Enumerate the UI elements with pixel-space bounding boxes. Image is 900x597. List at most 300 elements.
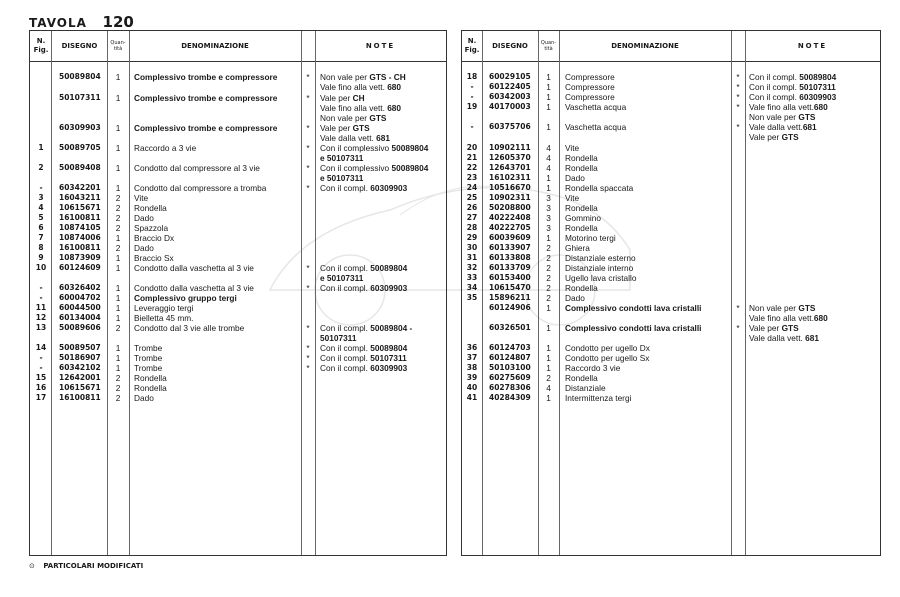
note-text [320, 363, 407, 373]
table-row [30, 283, 446, 293]
part-number: 16102311 [489, 173, 531, 182]
fig-number: - [470, 122, 474, 131]
table-row [30, 253, 446, 263]
table-row [462, 373, 880, 383]
part-number: 50089408 [59, 163, 101, 172]
header-denominazione: DENOMINAZIONE [611, 41, 679, 50]
part-number: 10873909 [59, 253, 101, 262]
asterisk-mark: * [306, 183, 310, 193]
fig-number: - [39, 353, 43, 362]
fig-number: 22 [466, 163, 478, 172]
description: Compressore [565, 82, 615, 92]
fig-number: 15 [35, 373, 47, 382]
note-value: 681 [376, 133, 390, 143]
table-header [30, 31, 446, 62]
table-row [462, 343, 880, 353]
fig-number: 35 [466, 293, 478, 302]
description: Compressore [565, 72, 615, 82]
part-number: 12643701 [489, 163, 531, 172]
description: Distanziale interno [565, 263, 634, 273]
part-number: 60122405 [489, 82, 531, 91]
note-value: CH [352, 93, 365, 103]
part-number: 10615470 [489, 283, 531, 292]
description: Intermittenza tergi [565, 393, 632, 403]
description: Vite [134, 193, 149, 203]
description: Compressore [565, 92, 615, 102]
header-disegno: DISEGNO [61, 41, 98, 50]
note-text [320, 183, 407, 193]
fig-number: 41 [466, 393, 478, 402]
part-number: 16100811 [59, 213, 101, 222]
asterisk-mark: * [306, 283, 310, 293]
description: Braccio Dx [134, 233, 175, 243]
part-number: 60124609 [59, 263, 101, 272]
table-row [30, 163, 446, 183]
description: Condotto dal compressore a tromba [134, 183, 267, 193]
quantity: 2 [115, 203, 121, 213]
table-row [30, 93, 446, 123]
fig-number: 36 [466, 343, 478, 352]
note-text [749, 333, 819, 343]
note-value: 680 [387, 82, 402, 92]
fig-number: 30 [466, 243, 478, 252]
fig-number: 37 [466, 353, 478, 362]
fig-number: 5 [38, 213, 44, 222]
note-text [320, 153, 363, 163]
description: Rondella [134, 383, 167, 393]
quantity: 1 [115, 293, 121, 303]
part-number: 60124807 [489, 353, 531, 362]
quantity: 1 [546, 343, 551, 353]
note-text [320, 353, 407, 363]
fig-number: 16 [35, 383, 47, 392]
note-text [320, 283, 407, 293]
note-label: Vale fino alla vett. [749, 313, 814, 323]
note-text [320, 123, 370, 133]
table-row [462, 233, 880, 243]
quantity: 3 [546, 203, 551, 213]
fig-number: - [39, 183, 43, 192]
note-value: e 50107311 [320, 173, 364, 183]
note-value: 50089804 [370, 263, 408, 273]
fig-number: 34 [466, 283, 478, 292]
note-label: Con il compl. [320, 283, 371, 293]
fig-number: 12 [35, 313, 47, 322]
part-number: 60133709 [489, 263, 531, 272]
table-row [30, 143, 446, 163]
table-row [462, 183, 880, 193]
note-label: Con il compl. [320, 323, 371, 333]
note-text [320, 333, 356, 343]
description: Rondella [565, 283, 598, 293]
part-number: 50107311 [59, 93, 101, 102]
note-text [320, 93, 365, 103]
header-note: NOTE [797, 41, 828, 50]
fig-number: 38 [466, 363, 478, 372]
quantity: 1 [115, 283, 121, 293]
note-value: 60309903 [370, 283, 408, 293]
part-number: 60326402 [59, 283, 101, 292]
part-number: 60278306 [489, 383, 531, 392]
asterisk-mark: * [306, 163, 310, 173]
part-number: 16043211 [59, 193, 101, 202]
part-number: 10516670 [489, 183, 531, 192]
footer-text: PARTICOLARI MODIFICATI [43, 562, 144, 570]
note-label: Vale fino alla vett. [320, 82, 388, 92]
table-row [462, 223, 880, 233]
description: Dado [565, 173, 585, 183]
part-number: 12605370 [489, 153, 531, 162]
part-number: 15896211 [489, 293, 531, 302]
part-number: 60039609 [489, 233, 531, 242]
table-row [462, 293, 880, 303]
asterisk-mark: * [736, 323, 740, 333]
note-label: Con il compl. [749, 92, 800, 102]
part-number: 60124906 [489, 303, 531, 312]
quantity: 2 [115, 213, 121, 223]
description: Leveraggio tergi [134, 303, 194, 313]
fig-number: 10 [35, 263, 47, 272]
fig-number: 17 [35, 393, 47, 402]
header-disegno: DISEGNO [492, 41, 528, 50]
table-row [462, 303, 880, 323]
table-row [30, 223, 446, 233]
description: Dado [134, 243, 154, 253]
table-row [462, 273, 880, 283]
asterisk-mark: * [306, 323, 310, 333]
part-number: 50208800 [489, 203, 531, 212]
table-row [30, 293, 446, 303]
asterisk-mark: * [306, 353, 310, 363]
note-label: Con il compl. [320, 343, 371, 353]
note-text [749, 323, 799, 333]
fig-number: 26 [466, 203, 478, 212]
description: Complessivo trombe e compressore [134, 93, 278, 103]
quantity: 2 [115, 223, 121, 233]
note-value: GTS [369, 113, 387, 123]
note-label: Vale per [749, 323, 782, 333]
part-number: 60326501 [489, 323, 531, 332]
description: Distanziale [565, 383, 606, 393]
quantity: 2 [546, 273, 551, 283]
description: Condotto per ugello Dx [565, 343, 650, 353]
fig-number: 24 [466, 183, 478, 192]
note-value: 50107311 [320, 333, 357, 343]
part-number: 60044500 [59, 303, 101, 312]
note-label: Con il complessivo [320, 163, 392, 173]
asterisk-mark: * [306, 123, 310, 133]
quantity: 1 [115, 313, 121, 323]
part-number: 10902311 [489, 193, 531, 202]
description: Rondella [565, 163, 598, 173]
note-value: 50089804 [799, 72, 837, 82]
part-number: 10874006 [59, 233, 101, 242]
note-value: 50107311 [799, 82, 836, 92]
fig-number: 31 [466, 253, 478, 262]
quantity: 2 [115, 393, 121, 403]
note-value: 50089804 - [370, 323, 413, 333]
description: Condotto dal 3 vie alle trombe [134, 323, 245, 333]
description: Trombe [134, 343, 163, 353]
description: Vaschetta acqua [565, 102, 627, 112]
part-number: 10902111 [489, 143, 531, 152]
part-number: 50089606 [59, 323, 101, 332]
table-row [462, 153, 880, 163]
description: Spazzola [134, 223, 169, 233]
note-text [320, 263, 407, 273]
note-value: GTS [781, 132, 799, 142]
fig-number: 39 [466, 373, 478, 382]
table-row [462, 253, 880, 263]
table-row [462, 92, 880, 102]
quantity: 2 [546, 283, 551, 293]
part-number: 60342102 [59, 363, 101, 372]
quantity: 2 [546, 243, 551, 253]
table-row [30, 263, 446, 283]
note-text [320, 173, 363, 183]
note-label: Vale dalla vett. [320, 133, 377, 143]
quantity: 1 [115, 72, 121, 82]
note-text [320, 72, 406, 82]
note-value: 60309903 [370, 363, 408, 373]
description: Rondella [565, 373, 598, 383]
part-number: 50089804 [59, 72, 101, 81]
note-value: GTS - CH [369, 72, 406, 82]
note-value: 60309903 [799, 92, 837, 102]
quantity: 3 [546, 223, 551, 233]
note-label: Vale fino alla vett. [320, 103, 388, 113]
table-row [30, 383, 446, 393]
asterisk-mark: * [736, 82, 740, 92]
part-number: 60133907 [489, 243, 531, 252]
description: Complessivo trombe e compressore [134, 72, 278, 82]
header-quantita: Quan- tità [110, 40, 126, 52]
description: Raccordo a 3 vie [134, 143, 197, 153]
description: Dado [134, 213, 154, 223]
part-number: 60133808 [489, 253, 531, 262]
asterisk-mark: * [306, 143, 310, 153]
note-value: 50089804 [370, 343, 408, 353]
asterisk-mark: * [306, 93, 310, 103]
quantity: 1 [546, 363, 551, 373]
note-label: Vale dalla vett. [749, 333, 806, 343]
note-value: 680 [813, 313, 828, 323]
quantity: 4 [546, 153, 551, 163]
description: Complessivo gruppo tergi [134, 293, 237, 303]
note-label: Vale per [320, 93, 353, 103]
asterisk-mark: * [306, 263, 310, 273]
note-value: 50089804 [391, 163, 429, 173]
quantity: 1 [546, 173, 551, 183]
part-number: 50089705 [59, 143, 101, 152]
fig-number: 18 [466, 72, 478, 81]
part-number: 60134004 [59, 313, 101, 322]
table-row [462, 122, 880, 142]
description: Bielletta 45 mm. [134, 313, 194, 323]
description: Trombe [134, 363, 163, 373]
quantity: 1 [115, 233, 121, 243]
table-row [30, 323, 446, 343]
quantity: 2 [115, 243, 121, 253]
footer-legend [29, 562, 143, 570]
note-value: 680 [387, 103, 402, 113]
note-text [749, 102, 828, 112]
note-label: Con il complessivo [320, 143, 392, 153]
note-text [320, 273, 363, 283]
description: Ghiera [565, 243, 590, 253]
note-text [749, 313, 828, 323]
table-row [30, 183, 446, 193]
note-text [320, 163, 428, 173]
note-label: Con il compl. [320, 263, 371, 273]
note-label: Con il compl. [320, 183, 371, 193]
note-label: Con il compl. [749, 72, 800, 82]
note-value: 50089804 [391, 143, 429, 153]
description: Condotto dalla vaschetta al 3 vie [134, 263, 254, 273]
table-row [462, 353, 880, 363]
asterisk-mark: * [306, 343, 310, 353]
fig-number: 21 [466, 153, 478, 162]
fig-number: 28 [466, 223, 478, 232]
note-text [320, 323, 412, 333]
table-row [462, 323, 880, 343]
note-text [749, 82, 836, 92]
note-label: Vale fino alla vett. [749, 102, 814, 112]
fig-number: 13 [35, 323, 47, 332]
part-number: 50103100 [489, 363, 531, 372]
note-label: Non vale per [749, 112, 799, 122]
table-row [462, 173, 880, 183]
part-number: 60342003 [489, 92, 531, 101]
quantity: 2 [115, 193, 121, 203]
header-fig: N. Fig. [33, 37, 49, 54]
description: Complessivo condotti lava cristalli [565, 323, 702, 333]
description: Ugello lava cristallo [565, 273, 637, 283]
table-row [30, 243, 446, 253]
table-row [30, 373, 446, 383]
part-number: 60029105 [489, 72, 531, 81]
modified-mark-icon: ⊙ [29, 562, 35, 570]
note-text [320, 143, 428, 153]
part-number: 60275609 [489, 373, 531, 382]
table-row [462, 203, 880, 213]
quantity: 1 [546, 323, 551, 333]
fig-number: 2 [38, 163, 44, 172]
table-row [30, 393, 446, 403]
asterisk-mark: * [306, 363, 310, 373]
table-row [30, 193, 446, 203]
part-number: 60309903 [59, 123, 101, 132]
fig-number: 11 [35, 303, 47, 312]
part-number: 50186907 [59, 353, 101, 362]
description: Raccordo 3 vie [565, 363, 621, 373]
fig-number: 6 [38, 223, 44, 232]
part-number: 60153400 [489, 273, 531, 282]
fig-number: 1 [38, 143, 44, 152]
table-row [30, 72, 446, 92]
part-number: 60004702 [59, 293, 101, 302]
table-row [462, 82, 880, 92]
quantity: 1 [115, 93, 121, 103]
asterisk-mark: * [306, 72, 310, 82]
part-number: 40222705 [489, 223, 531, 232]
note-label: Non vale per [749, 303, 799, 313]
part-number: 12642001 [59, 373, 101, 382]
description: Rondella [565, 223, 598, 233]
part-number: 50089507 [59, 343, 101, 352]
fig-number: 33 [466, 273, 478, 282]
table-row [462, 263, 880, 273]
part-number: 10615671 [59, 203, 101, 212]
quantity: 1 [115, 253, 121, 263]
quantity: 1 [115, 163, 121, 173]
quantity: 2 [546, 373, 551, 383]
quantity: 1 [546, 122, 551, 132]
note-text [749, 132, 799, 142]
part-number: 40284309 [489, 393, 531, 402]
table-row [462, 363, 880, 373]
table-row [462, 72, 880, 82]
fig-number: - [39, 363, 43, 372]
quantity: 1 [546, 92, 551, 102]
fig-number: 29 [466, 233, 478, 242]
quantity: 2 [546, 263, 551, 273]
description: Vite [565, 143, 580, 153]
header-fig: N. Fig. [464, 37, 480, 54]
description: Complessivo condotti lava cristalli [565, 303, 702, 313]
description: Dado [565, 293, 585, 303]
quantity: 4 [546, 383, 551, 393]
quantity: 1 [546, 72, 551, 82]
quantity: 4 [546, 143, 551, 153]
fig-number: 20 [466, 143, 478, 152]
header-denominazione: DENOMINAZIONE [181, 41, 249, 50]
description: Rondella [134, 373, 167, 383]
description: Motorino tergi [565, 233, 616, 243]
table-row [30, 123, 446, 143]
note-label: Non vale per [320, 72, 370, 82]
quantity: 2 [115, 323, 121, 333]
part-number: 60375706 [489, 122, 531, 131]
table-row [462, 143, 880, 153]
fig-number: - [39, 283, 43, 292]
part-number: 60342201 [59, 183, 101, 192]
part-number: 10615671 [59, 383, 101, 392]
table-row [30, 313, 446, 323]
fig-number: 14 [35, 343, 47, 352]
note-value: 680 [813, 102, 828, 112]
note-text [320, 343, 407, 353]
note-value: GTS [352, 123, 370, 133]
description: Vaschetta acqua [565, 122, 627, 132]
table-row [462, 163, 880, 173]
note-value: GTS [798, 303, 816, 313]
note-label: Vale dalla vett. [749, 122, 803, 132]
quantity: 1 [546, 183, 551, 193]
header-note: NOTE [365, 41, 396, 50]
part-number: 40170003 [489, 102, 531, 111]
fig-number: 40 [466, 383, 478, 392]
quantity: 1 [546, 303, 551, 313]
fig-number: 3 [38, 193, 44, 202]
description: Rondella [134, 203, 167, 213]
table-row [30, 213, 446, 223]
description: Trombe [134, 353, 163, 363]
quantity: 3 [546, 213, 551, 223]
note-label: Con il compl. [320, 363, 371, 373]
note-value: GTS [798, 112, 816, 122]
quantity: 2 [115, 373, 121, 383]
